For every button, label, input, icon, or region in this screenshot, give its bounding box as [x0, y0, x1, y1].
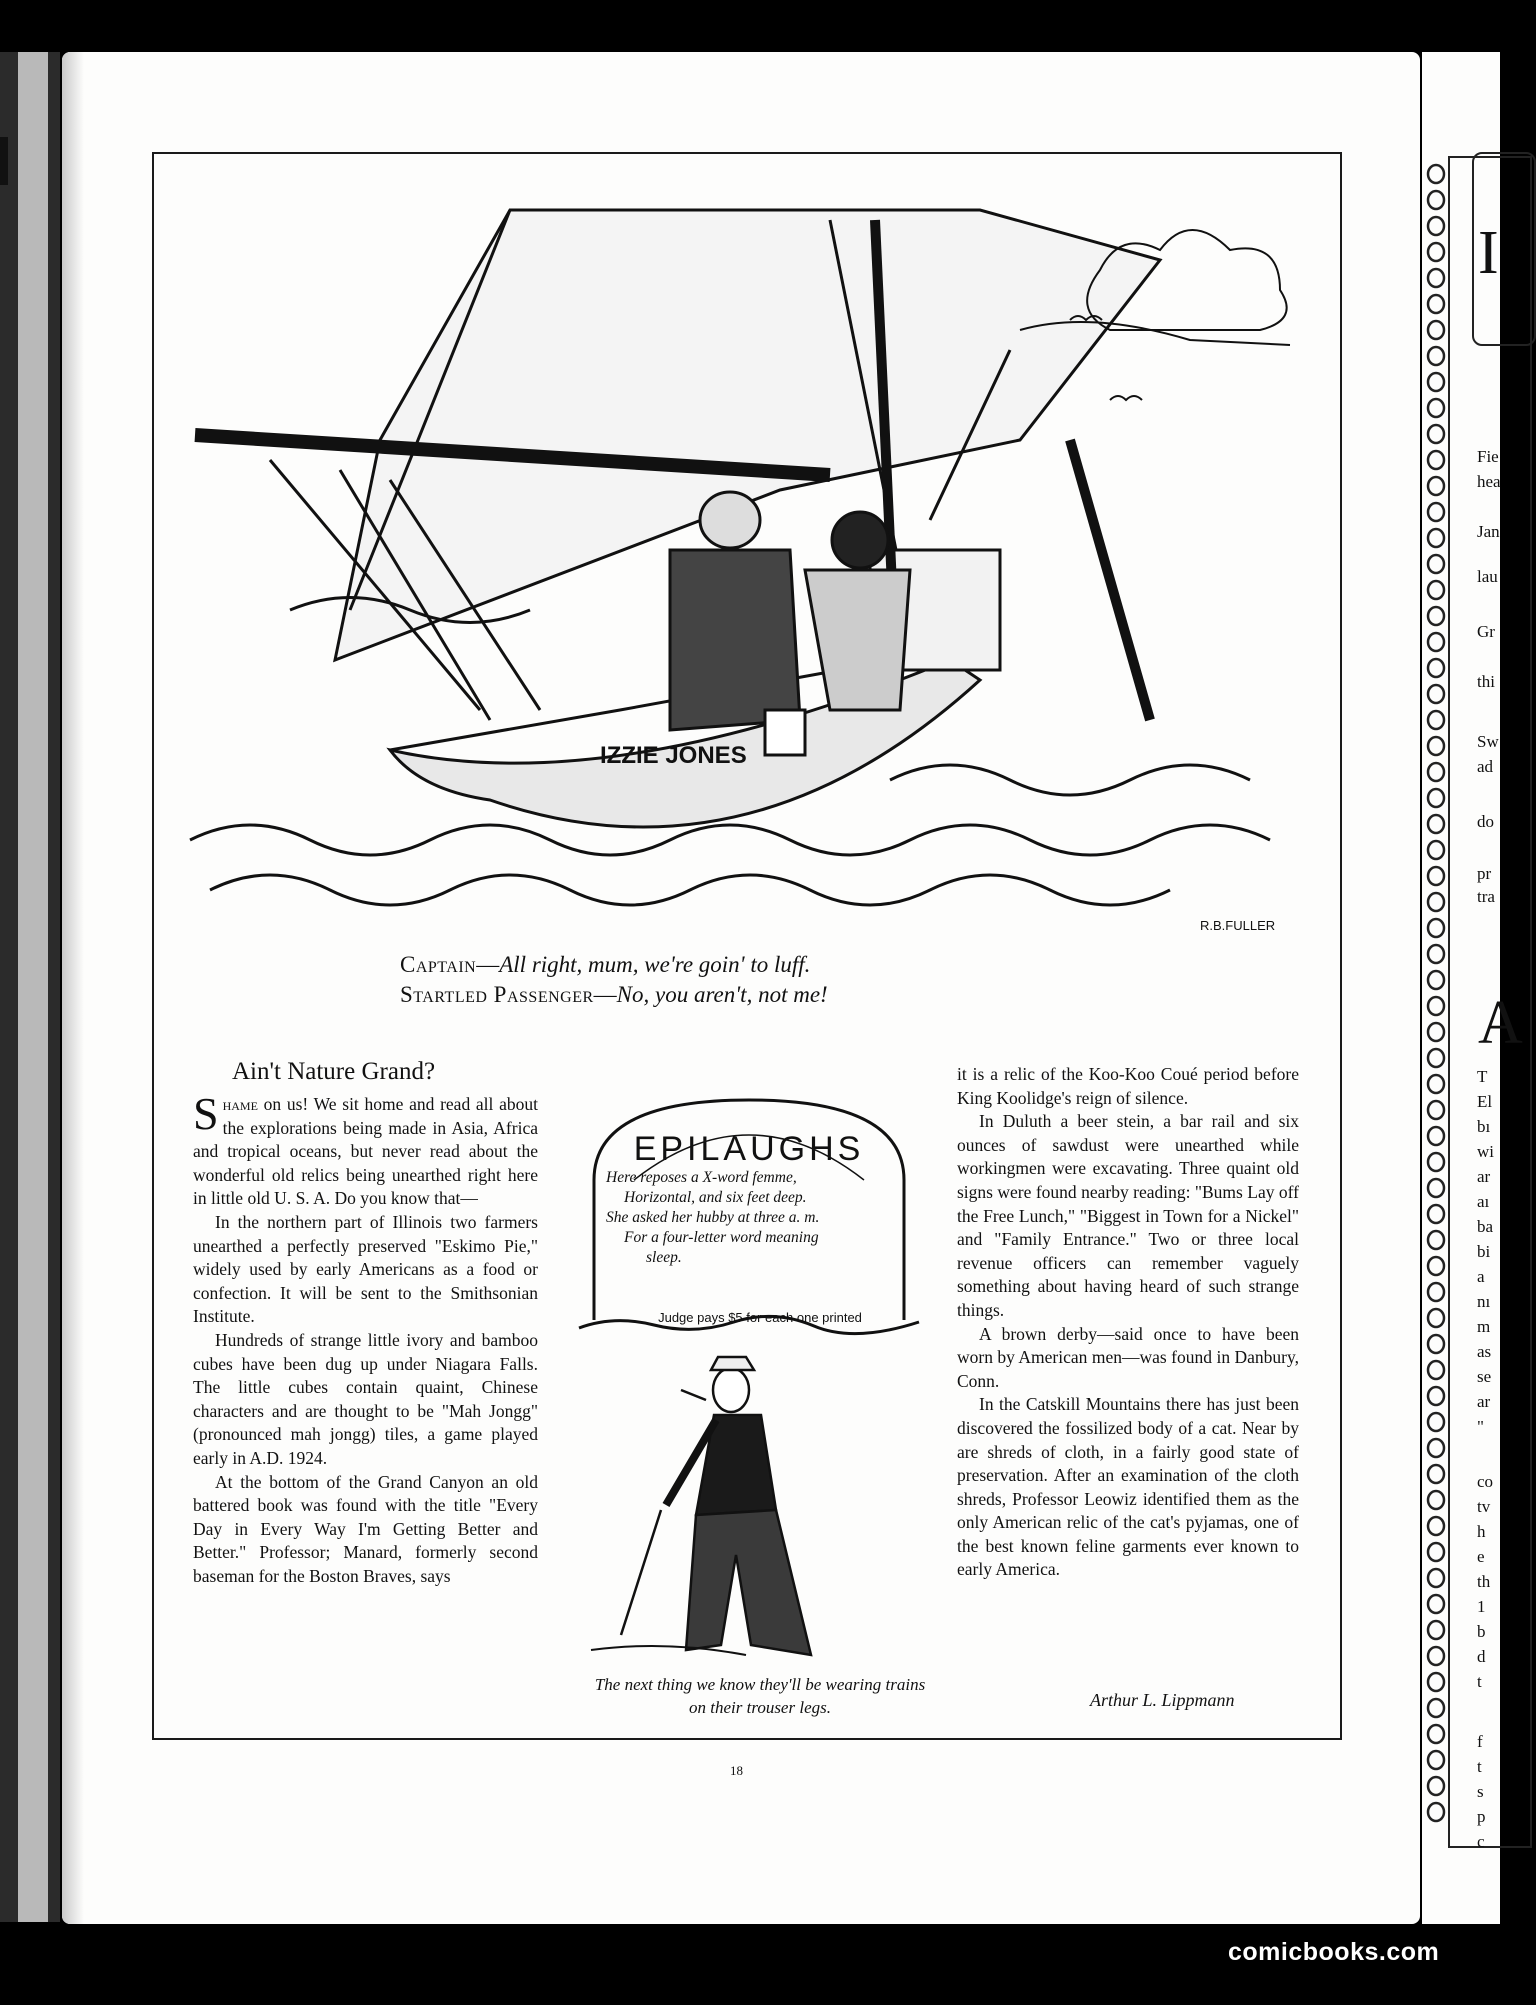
article-paragraph-5: it is a relic of the Koo-Koo Coué period before King Koolidge's reign of silence. — [957, 1064, 1299, 1108]
right-page-text-fragment: as — [1477, 1342, 1492, 1361]
right-page-text-fragment: ba — [1477, 1217, 1494, 1236]
right-page-text-fragment: c — [1477, 1832, 1485, 1851]
right-page-text-fragment: wi — [1477, 1142, 1494, 1161]
article-paragraph-3: Hundreds of strange little ivory and bamboo cubes have been dug up under Niagara Falls. The little cubes contain quaint, Chinese characters and are thought to be "Mah Jongg" (pronounced mah jongg) tiles, a game played early in A.D. 1924. — [193, 1329, 538, 1468]
ring-ornament — [1428, 269, 1444, 287]
ring-ornament — [1428, 789, 1444, 807]
caption-speaker-1: Captain — [400, 952, 477, 977]
right-page-text-fragment: do — [1477, 812, 1494, 831]
article-paragraph-7: A brown derby—said once to have been worn by American men—was found in Danbury, Conn. — [957, 1323, 1299, 1391]
right-page-text-fragment: t — [1477, 1672, 1482, 1691]
ring-ornament — [1428, 1335, 1444, 1353]
article-paragraph-2: In the northern part of Illinois two farmers unearthed a perfectly preserved "Eskimo Pie," widely used by early Americans as a food or confection. It will be sent to the Smithsonian Institute. — [193, 1211, 538, 1327]
ring-ornament — [1428, 1023, 1444, 1041]
right-page-text-fragment: 1 — [1477, 1597, 1486, 1616]
ring-ornament — [1428, 217, 1444, 235]
right-page-text-fragment: Fie — [1477, 447, 1499, 466]
epilaughs-line-4: For a four-letter word meaning — [624, 1229, 819, 1246]
right-page-text-fragment: T — [1477, 1067, 1488, 1086]
ring-ornament — [1428, 1361, 1444, 1379]
ring-ornament — [1428, 893, 1444, 911]
ring-ornament — [1428, 945, 1444, 963]
caption-text-2: No, you aren't, not me! — [616, 982, 828, 1007]
right-page-text-fragment: th — [1477, 1572, 1491, 1591]
article-title: Ain't Nature Grand? — [232, 1058, 436, 1085]
sketch-caption: The next thing we know they'll be wearing trains on their trouser legs. — [594, 1675, 926, 1717]
ring-ornament — [1428, 1543, 1444, 1561]
right-page-text-fragment: b — [1477, 1622, 1486, 1641]
ring-ornament — [1428, 1231, 1444, 1249]
right-page-text-fragment: ar — [1477, 1167, 1491, 1186]
right-page-text-fragment: hea — [1477, 472, 1501, 491]
ring-ornament — [1428, 1387, 1444, 1405]
cartoon-caption — [400, 950, 1100, 1010]
right-page-text-fragment: El — [1477, 1092, 1493, 1111]
ring-ornament — [1428, 1205, 1444, 1223]
right-page-text-fragment: " — [1477, 1417, 1484, 1436]
right-page-fragment — [1422, 52, 1523, 1924]
epilaughs-footer: Judge pays $5 for each one printed — [658, 1310, 862, 1325]
ring-ornament — [1428, 1647, 1444, 1665]
article-column-3 — [957, 1063, 1299, 1582]
article-column-1 — [193, 1088, 538, 1588]
right-page-text-fragment: d — [1477, 1647, 1486, 1666]
ring-ornament — [1428, 711, 1444, 729]
ring-ornament — [1428, 1803, 1444, 1821]
caption-line-1: Captain—All right, mum, we're goin' to luff. — [400, 952, 811, 977]
right-page-text-fragment: aı — [1477, 1192, 1490, 1211]
ring-ornament — [1428, 1179, 1444, 1197]
ring-ornament — [1428, 971, 1444, 989]
epilaughs-line-2: Horizontal, and six feet deep. — [624, 1189, 807, 1206]
ring-ornament — [1428, 399, 1444, 417]
lead-smallcaps: hame — [222, 1094, 258, 1114]
ring-ornament — [1428, 1127, 1444, 1145]
right-page-text-fragment: Gr — [1477, 622, 1495, 641]
ring-ornament — [1428, 477, 1444, 495]
article-lead-paragraph — [193, 1088, 538, 1211]
right-page-text-fragment: bi — [1477, 1242, 1491, 1261]
ring-ornament — [1428, 867, 1444, 885]
right-page-text-fragment: thi — [1477, 672, 1495, 691]
ring-ornament — [1428, 607, 1444, 625]
ring-ornament — [1428, 1101, 1444, 1119]
page-gutter-shadow — [62, 52, 84, 1924]
ring-ornament — [1428, 1049, 1444, 1067]
binding-mark — [0, 137, 8, 185]
ring-ornament — [1428, 1257, 1444, 1275]
ring-ornament — [1428, 1413, 1444, 1431]
ring-ornament — [1428, 1517, 1444, 1535]
ring-ornament — [1428, 347, 1444, 365]
ring-ornament — [1428, 191, 1444, 209]
article-paragraph-6: In Duluth a beer stein, a bar rail and six ounces of sawdust were unearthed while workingmen were excavating. Three quaint old signs were found nearby reading: "Bums Lay off the Free Lunch," "Biggest in Town for a Nickel" and "Family Entrance." Two or three local revenue officers can remember vaguely something about having heard of such strange things. — [957, 1111, 1299, 1320]
left-page-edge — [0, 52, 60, 1922]
epilaughs-line-5: sleep. — [646, 1249, 682, 1266]
right-page-text-fragment: lau — [1477, 567, 1498, 586]
boat-name: IZZIE JONES — [600, 742, 747, 769]
article-paragraph-4: At the bottom of the Grand Canyon an old battered book was found with the title "Every Day in Every Way I'm Getting Better and Better." Professor; Manard, formerly second baseman for the Boston Braves, says — [193, 1471, 538, 1586]
ring-ornament — [1428, 919, 1444, 937]
right-page-text-fragment: co — [1477, 1472, 1494, 1491]
ring-ornament — [1428, 685, 1444, 703]
caption-speaker-2: Startled Passenger — [400, 982, 594, 1007]
ring-ornament — [1428, 503, 1444, 521]
right-page-text-fragment: tra — [1477, 887, 1495, 906]
right-page-text-fragment: pr — [1477, 864, 1492, 883]
ring-ornament — [1428, 529, 1444, 547]
ring-ornament — [1428, 1283, 1444, 1301]
dandy-sketch — [586, 1355, 926, 1665]
author-signature: Arthur L. Lippmann — [1090, 1690, 1235, 1710]
ring-ornament — [1428, 1751, 1444, 1769]
artist-signature: R.B.FULLER — [1200, 918, 1276, 933]
ring-border-icon — [1422, 162, 1450, 1862]
page-number: 18 — [730, 1763, 743, 1778]
right-page-text-fragment: bı — [1477, 1117, 1491, 1136]
caption-text-1: All right, mum, we're goin' to luff. — [499, 952, 811, 977]
right-page-text-fragment: Sw — [1477, 732, 1499, 751]
ring-ornament — [1428, 425, 1444, 443]
ring-ornament — [1428, 815, 1444, 833]
article-paragraph-8: In the Catskill Mountains there has just been discovered the fossilized body of a cat. Near by are shreds of cloth, in a fairly good state of preservation. After an examination of the cloth shreds, Professor Leowiz identified them as the only American relic of the cat's pyjamas, one of the best known feline garments ever known to early America. — [957, 1394, 1299, 1580]
right-page-text-fragment: e — [1477, 1547, 1485, 1566]
ring-ornament — [1428, 1569, 1444, 1587]
ring-ornament — [1428, 1699, 1444, 1717]
sailboat-cartoon — [190, 190, 1300, 950]
right-page-text-fragment: p — [1477, 1807, 1486, 1826]
right-page-text-fragment: a — [1477, 1267, 1485, 1286]
ring-ornament — [1428, 1075, 1444, 1093]
ring-ornament — [1428, 1595, 1444, 1613]
ring-ornament — [1428, 841, 1444, 859]
ring-ornament — [1428, 633, 1444, 651]
ring-ornament — [1428, 321, 1444, 339]
ring-ornament — [1428, 1439, 1444, 1457]
ring-ornament — [1428, 1153, 1444, 1171]
ring-ornament — [1428, 1673, 1444, 1691]
ring-ornament — [1428, 295, 1444, 313]
right-page-text-fragment: Jan — [1477, 522, 1500, 541]
ring-ornament — [1428, 165, 1444, 183]
right-page-text-fragment: se — [1477, 1367, 1492, 1386]
caption-line-2: Startled Passenger—No, you aren't, not me! — [400, 982, 828, 1007]
epilaughs-verse — [606, 1168, 896, 1268]
ring-ornament — [1428, 1309, 1444, 1327]
right-page-text-fragment: t — [1477, 1757, 1482, 1776]
left-page-binding — [18, 52, 48, 1922]
right-page-text-fragment: s — [1477, 1782, 1484, 1801]
ring-ornament — [1428, 451, 1444, 469]
ring-ornament — [1428, 243, 1444, 261]
right-page-text-fragment: m — [1477, 1317, 1491, 1336]
ring-ornament — [1428, 1621, 1444, 1639]
watermark: comicbooks.com — [1228, 1938, 1440, 1966]
ring-ornament — [1428, 737, 1444, 755]
ring-ornament — [1428, 997, 1444, 1015]
right-page-text-fragment: f — [1477, 1732, 1483, 1751]
right-page-text-fragment: h — [1477, 1522, 1486, 1541]
ring-ornament — [1428, 1725, 1444, 1743]
drop-cap: S — [193, 1088, 219, 1139]
ring-ornament — [1428, 1777, 1444, 1795]
ring-ornament — [1428, 1465, 1444, 1483]
right-page-text-fragment: ad — [1477, 757, 1494, 776]
ring-ornament — [1428, 659, 1444, 677]
epilaughs-title: EPILAUGHS — [633, 1130, 865, 1168]
right-page-big-letter: A — [1478, 989, 1523, 1057]
lead-text: on us! We sit home and read all about the explorations being made in Asia, Africa and tropical oceans, but never read about the wonderful old relics being unearthed right here in little old U. S. A. Do you know that— — [193, 1094, 538, 1209]
right-page-text-fragment: tv — [1477, 1497, 1491, 1516]
epilaughs-line-1: Here reposes a X-word femme, — [606, 1169, 797, 1186]
ring-ornament — [1428, 763, 1444, 781]
right-page-header-letter: I — [1478, 219, 1499, 287]
right-page-text-fragment: ar — [1477, 1392, 1491, 1411]
ring-ornament — [1428, 581, 1444, 599]
epilaughs-line-3: She asked her hubby at three a. m. — [606, 1209, 820, 1226]
right-page-text-fragment: nı — [1477, 1292, 1491, 1311]
ring-ornament — [1428, 555, 1444, 573]
ring-ornament — [1428, 373, 1444, 391]
ring-ornament — [1428, 1491, 1444, 1509]
